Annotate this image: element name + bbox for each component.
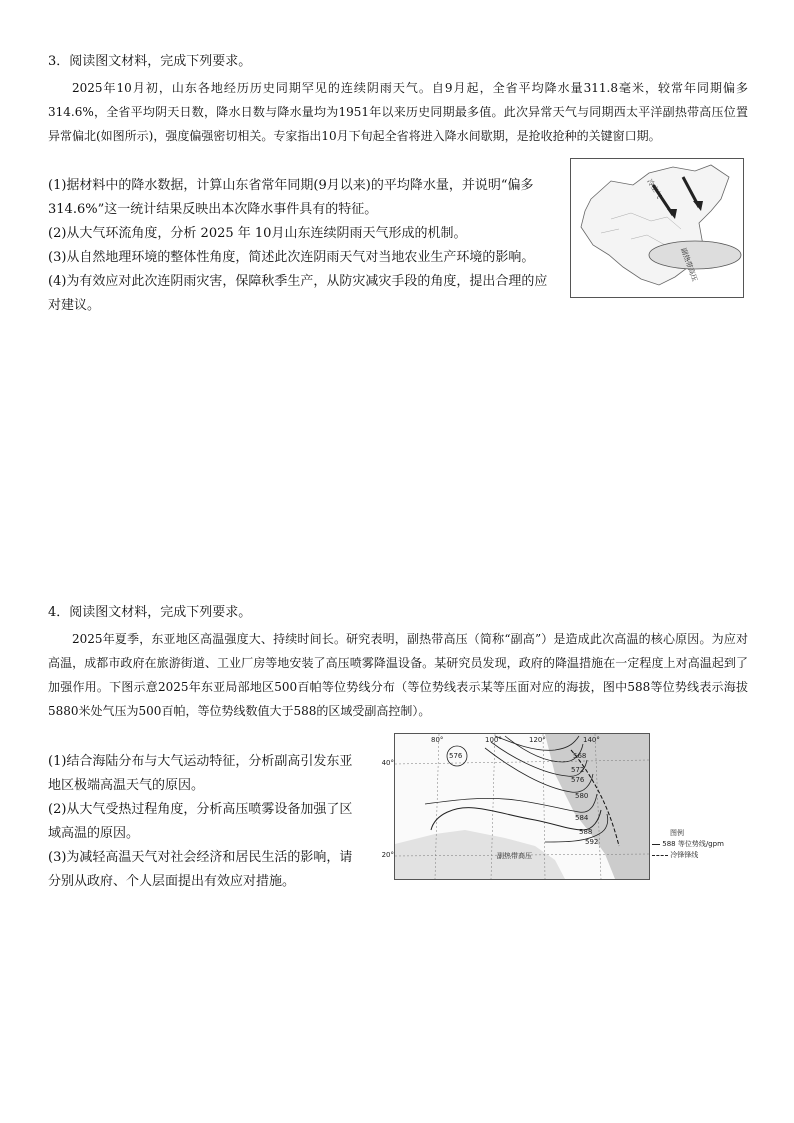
legend-title: 图例 (670, 829, 684, 837)
question-3-material: 2025年10月初，山东各地经历历史同期罕见的连续阴雨天气。自9月起，全省平均降水量311.8毫米，较常年同期偏多314.6%，全省平均阴天日数，降水日数与降水量均为1951年以来历史同期最多值。此次异常天气与同期西太平洋副热带高压位置异常偏北(如图所示)，强度偏强密切相关。专家指出10月下旬起全省将进入降水间歇期，是抢收抢种的关键窗口期。 (48, 81, 748, 143)
contour-label-584: 584 (575, 814, 589, 822)
question-3-sub4: (4)为有效应对此次连阴雨灾害，保障秋季生产，从防灾减灾手段的角度，提出合理的应对建议。 (48, 274, 548, 313)
contour-label-580: 580 (575, 792, 589, 800)
contour-label-588: 588 (579, 828, 593, 836)
question-3-sub2: (2)从大气环流角度，分析 2025 年 10月山东连续阴雨天气形成的机制。 (48, 226, 467, 241)
question-4-material: 2025年夏季，东亚地区高温强度大、持续时间长。研究表明，副热带高压（简称“副高”）是造成此次高温的核心原因。为应对高温，成都市政府在旅游街道、工业厂房等地安装了高压喷雾降温设备。某研究员发现，政府的降温措施在一定程度上对高温起到了加强作用。下图示意2025年东亚局部地区500百帕等位势线分布（等位势线表示某等压面对应的海拔，图中588等位势线表示海拔5880米处气压为500百帕，等位势线数值大于588的区域受副高控制）。 (48, 632, 748, 718)
question-4-subquestions (48, 750, 360, 894)
legend-cold-front: 冷锋锋线 (652, 850, 772, 861)
lon-label-140: 140° (583, 736, 600, 744)
contour-label-568: 568 (573, 752, 587, 760)
china-map (571, 159, 743, 297)
question-3-title: 3．阅读图文材料，完成下列要求。 (48, 54, 252, 69)
map-legend (652, 828, 772, 861)
contour-label-576: 576 (571, 776, 585, 784)
question-3-subquestions (48, 174, 556, 318)
cold-air-label: 冷空气 (645, 177, 664, 200)
question-3 (48, 52, 748, 148)
geopotential-map (395, 734, 649, 879)
subtropical-high-label: 副热带高压 (679, 246, 699, 283)
lat-label-20: 20° (381, 851, 394, 859)
question-4-sub3: (3)为减轻高温天气对社会经济和居民生活的影响，请分别从政府、个人层面提出有效应对措施。 (48, 850, 353, 889)
question-4 (48, 603, 748, 723)
lon-label-120: 120° (529, 736, 546, 744)
question-4-title: 4．阅读图文材料，完成下列要求。 (48, 605, 252, 620)
question-4-sub2: (2)从大气受热过程角度，分析高压喷雾设备加强了区域高温的原因。 (48, 802, 353, 841)
subtropical-high-label: 副热带高压 (497, 852, 532, 860)
question-3-sub1: (1)据材料中的降水数据，计算山东省常年同期(9月以来)的平均降水量，并说明“偏多 314.6%”这一统计结果反映出本次降水事件具有的特征。 (48, 178, 534, 217)
subtropical-high-ellipse (649, 241, 741, 269)
question-4-sub1: (1)结合海陆分布与大气运动特征，分析副高引发东亚地区极端高温天气的原因。 (48, 754, 353, 793)
geopotential-map-figure (394, 733, 650, 880)
lat-label-40: 40° (381, 759, 394, 767)
lon-label-80: 80° (431, 736, 444, 744)
lon-label-100: 100° (485, 736, 502, 744)
contour-label-592: 592 (585, 838, 599, 846)
question-3-sub3: (3)从自然地理环境的整体性角度，简述此次连阴雨天气对当地农业生产环境的影响。 (48, 250, 535, 265)
legend-contour: 588 等位势线/gpm (652, 839, 772, 850)
china-map-figure (570, 158, 744, 298)
contour-label-572: 572 (571, 766, 585, 774)
contour-label-576-west: 576 (449, 752, 463, 760)
